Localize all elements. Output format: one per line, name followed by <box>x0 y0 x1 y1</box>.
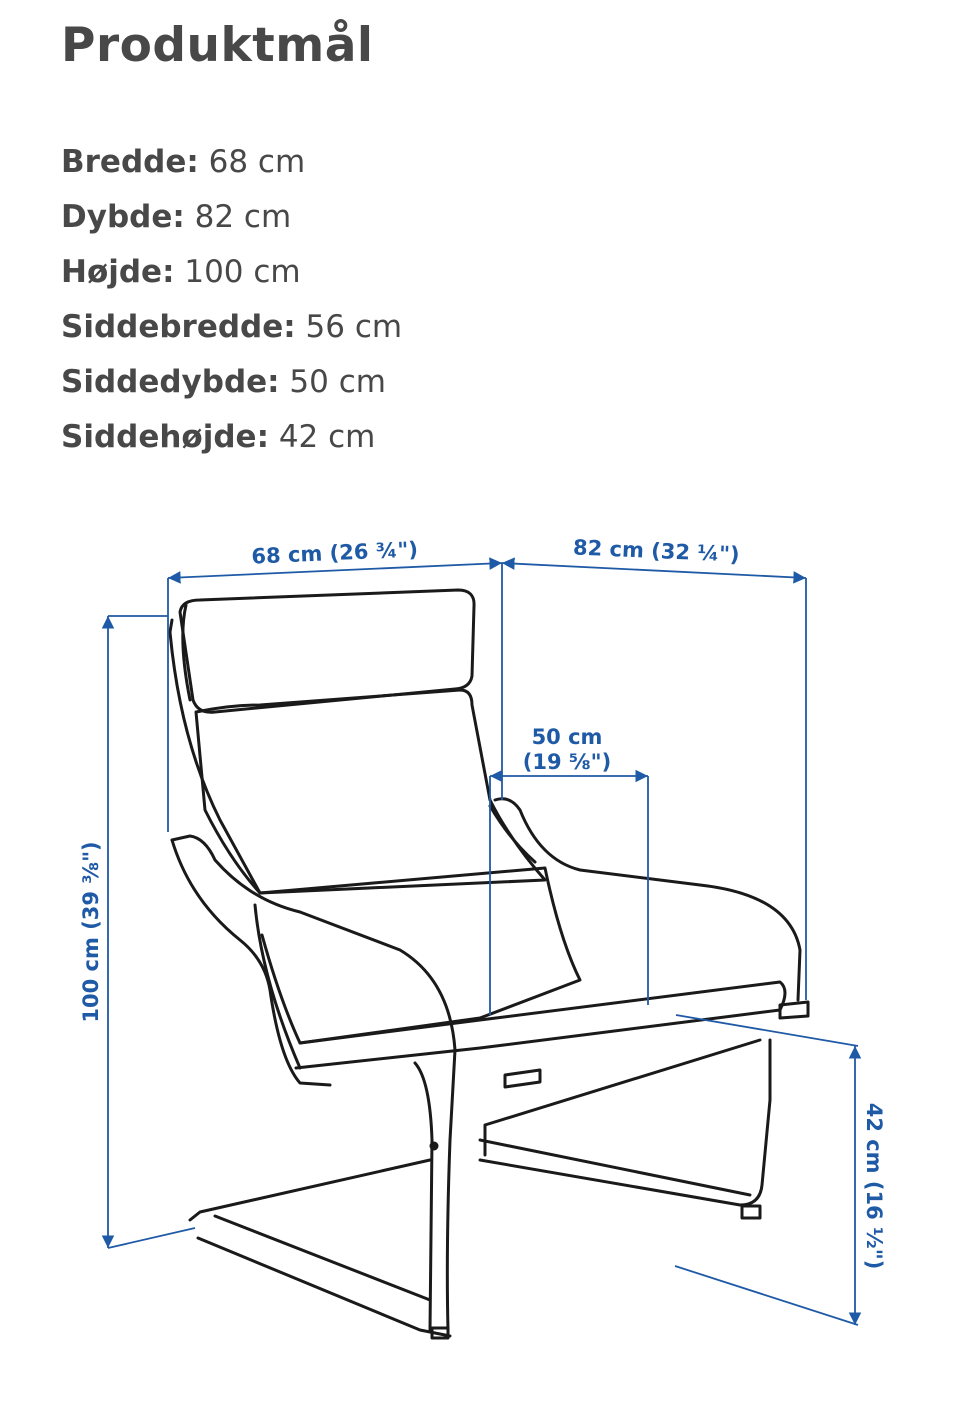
dimension-value: 42 cm <box>278 419 376 455</box>
dimension-label: Højde: <box>61 254 175 290</box>
dimensions-list <box>61 135 402 465</box>
dimension-seat-height <box>61 410 402 465</box>
bolt-icon <box>431 1143 437 1149</box>
chair-illustration <box>170 590 808 1338</box>
seat-cushion <box>260 868 580 1043</box>
dimension-depth <box>61 190 402 245</box>
dimension-width <box>61 135 402 190</box>
dimension-height <box>61 245 402 300</box>
dimension-seat-width <box>61 300 402 355</box>
back-cushion <box>196 690 545 893</box>
depth-dimension-line <box>502 563 806 578</box>
dimension-value: 56 cm <box>305 309 403 345</box>
foot-back <box>742 1206 760 1218</box>
height-dimension-label: 100 cm (39 ⅜") <box>79 841 103 1023</box>
dimension-value: 68 cm <box>208 144 306 180</box>
dimension-lines <box>108 563 858 1325</box>
chair-dimension-drawing <box>0 520 960 1414</box>
dimension-seat-depth <box>61 355 402 410</box>
dimension-value: 50 cm <box>289 364 386 400</box>
width-dimension-label: 68 cm (26 ¾") <box>250 537 419 569</box>
dimension-value: 82 cm <box>194 199 292 235</box>
leg-front-left <box>415 1063 432 1330</box>
depth-dimension-label: 82 cm (32 ¼") <box>572 535 741 567</box>
dimension-label: Siddehøjde: <box>61 419 269 455</box>
armrest-right-inner <box>490 806 535 862</box>
dimension-label: Siddedybde: <box>61 364 280 400</box>
seat-depth-dimension-label-inch: (19 ⅝") <box>522 750 612 774</box>
page-title: Produktmål <box>61 18 374 73</box>
dimension-label: Bredde: <box>61 144 199 180</box>
armrest-end-right <box>780 1002 808 1018</box>
headrest-cushion <box>180 590 474 712</box>
seat-depth-dimension-label: 50 cm <box>531 725 603 749</box>
base-runner <box>190 1160 450 1336</box>
width-dimension-line <box>168 563 502 578</box>
dimension-label: Siddebredde: <box>61 309 296 345</box>
dimension-label: Dybde: <box>61 199 185 235</box>
dimension-value: 100 cm <box>184 254 301 290</box>
seat-height-dimension-label: 42 cm (16 ½") <box>862 1102 886 1270</box>
base-runner-back <box>480 1040 770 1205</box>
armrest-end-left <box>505 1070 540 1087</box>
